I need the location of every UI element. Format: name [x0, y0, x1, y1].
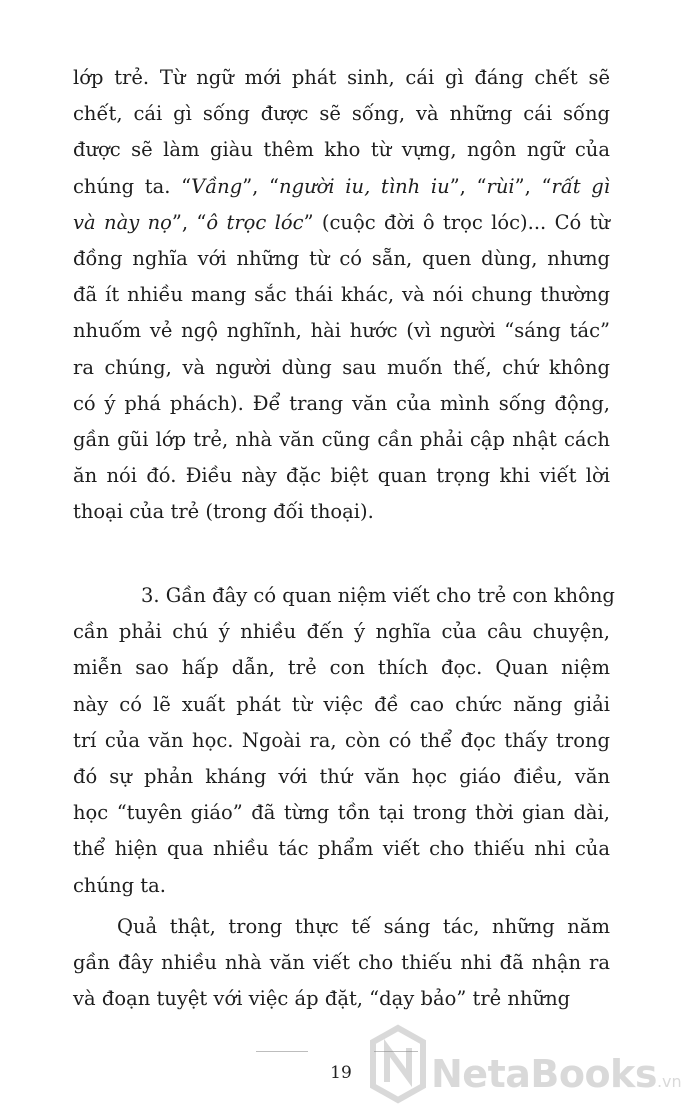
- text-line: chết, cái gì sống được sẽ sống, và những cái sống: [73, 102, 610, 126]
- paragraph-1: [73, 60, 610, 531]
- watermark: [367, 1024, 697, 1104]
- text-line: chúng ta. “Vầng”, “người iu, tình iu”, “rùi”, “rất gì: [73, 174, 611, 198]
- text-line: có ý phá phách). Để trang văn của mình sống động,: [73, 391, 610, 415]
- text-line: cần phải chú ý nhiều đến ý nghĩa của câu chuyện,: [73, 620, 610, 644]
- watermark-text: NetaBooks.vn: [431, 1052, 682, 1096]
- text-line: ăn nói đó. Điều này đặc biệt quan trọng khi viết lời: [73, 464, 610, 488]
- text-line: nhuốm vẻ ngộ nghĩnh, hài hước (vì người “sáng tác”: [73, 319, 610, 343]
- text-line: đã ít nhiều mang sắc thái khác, và nói chung thường: [73, 283, 610, 307]
- text-line: và này nọ”, “ô trọc lóc” (cuộc đời ô trọc lóc)... Có từ: [73, 210, 610, 234]
- text-line: gần gũi lớp trẻ, nhà văn cũng cần phải cập nhật cách: [73, 428, 610, 452]
- text-line: học “tuyên giáo” đã từng tồn tại trong thời gian dài,: [73, 801, 610, 825]
- text-line: và đoạn tuyệt với việc áp đặt, “dạy bảo” trẻ những: [73, 987, 571, 1011]
- text-line: đồng nghĩa với những từ có sẵn, quen dùng, nhưng: [73, 247, 610, 271]
- text-line: gần đây nhiều nhà văn viết cho thiếu nhi đã nhận ra: [73, 951, 610, 975]
- text-line: miễn sao hấp dẫn, trẻ con thích đọc. Quan niệm: [73, 656, 610, 680]
- paragraph-3: [73, 909, 610, 1018]
- text-line: được sẽ làm giàu thêm kho từ vựng, ngôn ngữ của: [73, 138, 610, 162]
- text-line: trí của văn học. Ngoài ra, còn có thể đọc thấy trong: [73, 728, 610, 752]
- text-line: 3. Gần đây có quan niệm viết cho trẻ con không: [141, 584, 615, 607]
- paragraph-2: [73, 578, 615, 904]
- text-line: ra chúng, và người dùng sau muốn thế, chứ không: [73, 355, 610, 379]
- text-line: chúng ta.: [73, 873, 166, 897]
- text-line: thể hiện qua nhiều tác phẩm viết cho thiếu nhi của: [73, 837, 610, 861]
- netabooks-logo-icon: [367, 1024, 429, 1104]
- text-line: đó sự phản kháng với thứ văn học giáo điều, văn: [73, 765, 610, 789]
- text-line: thoại của trẻ (trong đối thoại).: [73, 500, 374, 524]
- text-line: này có lẽ xuất phát từ việc đề cao chức năng giải: [73, 692, 610, 716]
- footer-rule-left: [256, 1051, 308, 1052]
- page-number: 19: [330, 1063, 352, 1083]
- text-line: lớp trẻ. Từ ngữ mới phát sinh, cái gì đáng chết sẽ: [73, 66, 610, 89]
- text-line: Quả thật, trong thực tế sáng tác, những năm: [117, 915, 610, 938]
